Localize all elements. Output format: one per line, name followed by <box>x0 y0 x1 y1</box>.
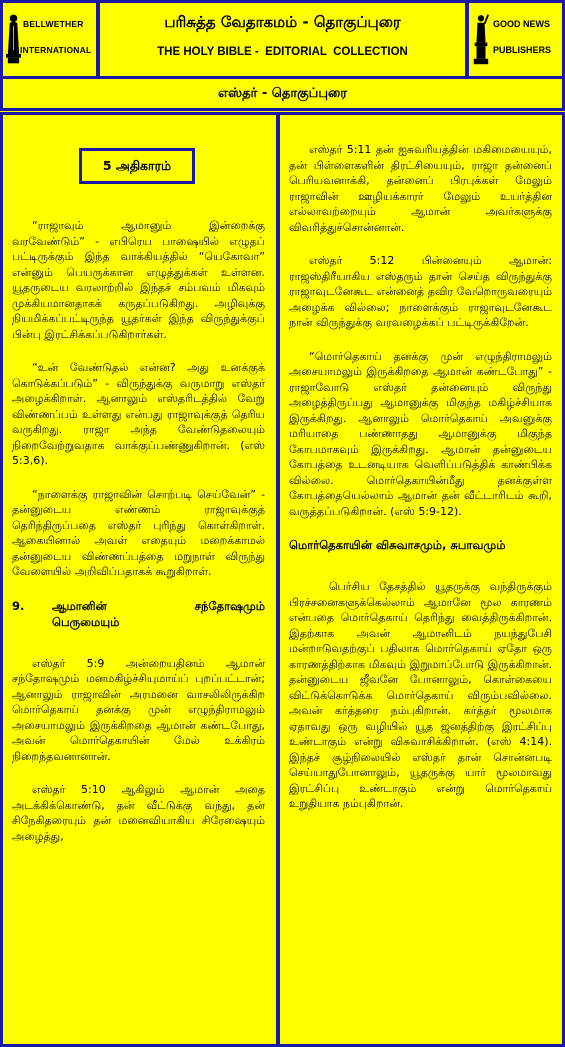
paragraph: “ராஜாவும் ஆமானும் இன்றைக்கு வரவேண்டும்” - எபிரெய பாஷையில் எழுதப் பட்டிருக்கும் இந்த வாக்கியத்தில் “யெகோவா” என்னும் பெயருக்கான எழுத்துக்கள் உள்ளன. யூதருடைய வரலாற்றில் இந்தச் சம்பவம் மிகவும் முக்கியமானதாகக் கருதப்படுகிறது. அழிவுக்கு நியமிக்கப்பட்டிருந்த யூதர்கள் இந்த விருந்துக்குப் பின்பு இரட்சிக்கப்படுகிறார்கள். <box>12 219 265 341</box>
paragraph: “நாளைக்கு ராஜாவின் சொற்படி செய்வேன்” - தன்னுடைய எண்ணம் ராஜாவுக்குத் தெரிந்திருப்பதை எஸ்தர் புரிந்து கொள்கிறாள். ஆகையினால் அவள் எதையும் மறைக்காமல் தன்னுடைய விண்ணப்பத்தை மறுநாள் விருந்து வேளையில் அறிவிப்பதாகக் கூறுகிறாள். <box>12 487 265 578</box>
section-heading-text <box>52 598 265 630</box>
title-english: THE HOLY BIBLE - EDITORIAL COLLECTION <box>157 46 408 58</box>
chapter-label: 5 அதிகாரம் <box>102 157 172 173</box>
good-news-figure-icon <box>472 9 490 73</box>
logo-right-line2: PUBLISHERS <box>493 45 552 55</box>
page-header <box>0 0 565 79</box>
banner-title: எஸ்தர் - தொகுப்புரை <box>217 85 348 101</box>
title-tamil: பரிசுத்த வேதாகமம் - தொகுப்புரை <box>164 13 401 31</box>
header-title-block <box>100 3 469 76</box>
verse-paragraph: எஸ்தர் 5:9 அன்றையதினம் ஆமான் சந்தோஷமும் மனமகிழ்ச்சியுமாய்ப் புறப்பட்டான்; ஆனாலும் ராஜாவின் அரமனை வாசலிலிருக்கிற மொர்தெகாய் தனக்கு முன் எழுந்திராமலும் அசையாமலும் இருக்கிறதை ஆமான் கண்டபோது, அவன் மொர்தெகாயின் மேல் உக்கிரம் நிறைந்தவனானான். <box>12 656 265 763</box>
section-number: 9. <box>12 598 25 613</box>
section-heading <box>12 598 265 630</box>
bellwether-logo <box>3 3 100 76</box>
verse-paragraph: எஸ்தர் 5:12 பின்னையும் ஆமான்: ராஜஸ்திரீயாகிய எஸ்தரும் தான் செய்த விருந்துக்கு ராஜாவுடனேகூட என்னைத் தவிர வேறொருவரையும் அழைக்க வில்லை; நாளைக்கும் ராஜாவுடனேகூட நான் விருந்துக்கு வரவழைக்கப் பட்டிருக்கிறேன். <box>289 254 552 329</box>
section-heading: மொர்தெகாயின் விசுவாசமும், சுபாவமும் <box>289 538 506 552</box>
verse-paragraph: எஸ்தர் 5:11 தன் ஐசுவரியத்தின் மகிமையையும், தன் பிள்ளைகளின் திரட்சியையும், ராஜா தன்னைப் பெரியவனாக்கி, தன்னைப் பிரபுக்கள் மேலும் ராஜாவின் ஊழியக்காரர் மேலும் உயர்த்தின எல்லாவற்றையும் ஆமான் அவர்களுக்கு விவரித்துச்சொன்னான். <box>289 143 552 234</box>
section-heading-line1: ஆமானின் சந்தோஷமும் <box>52 598 265 613</box>
paragraph: “மொர்தெகாய் தனக்கு முன் எழுந்திராமலும் அசையாமலும் இருக்கிறதை ஆமான் கண்டபோது” - ராஜாவோடு எஸ்தர் தன்னையும் விருந்து அழைத்திருப்பது ஆமானுக்கு மிகுந்த மகிழ்ச்சியாக இருக்கிறது. ஆனாலும் மொர்தெகாய் அவனுக்கு மரியாதை பண்ணாதது ஆமானுக்கு மிகுந்த கோபமாகவும் இருக்கிறது. ஆமான் தன்னுடைய கோபத்தை உடனடியாக வெளிப்படுத்திக் காண்பிக்க வில்லை. மொர்தெகாயின்மீது தனக்குள்ள கோபத்தையெல்லாம் ஆமான் தன் வீட்டாரிடம் கூறி, வருத்தப்படுகிறான். (எஸ் 5:9-12). <box>289 349 552 518</box>
chapter-box <box>79 148 195 184</box>
logo-left-line2: INTERNATIONAL <box>20 45 92 55</box>
paragraph: பெர்சிய தேசத்தில் யூதருக்கு வந்திருக்கும் பிரச்சனைகளுக்கெல்லாம் ஆமானே மூல காரணம் என்பதை மொர்தெகாய் தெரிந்து வைத்திருக்கிறான். இதற்காக அவன் ஆமானிடம் நயந்துபேசி மன்றாடுவதற்குப் பதிலாக மொர்தெகாய் ஏதோ ஒரு காரணத்திற்காக மிகவும் இறுமாப்போடு இருக்கிறான். தன்னுடைய ஜீவனே போனாலும், கொள்கையை விட்டுக்கொடுக்க மொர்தெகாய் விரும்பவில்லை. அவன் கர்த்தரை நம்புகிறான். கர்த்தர் மூலமாக ஏதாவது ஒரு வழியில் யூத ஜனத்திற்கு இரட்சிப்பு உண்டாகும் என்று விசுவாசிக்கிறான். (எஸ் 4:14). இந்தச் சூழ்நிலையில் எஸ்தர் தான் சொன்னபடி செய்யாதுபோனாலும், யூதருக்கு யார் மூலமாவது இரட்சிப்பு உண்டாகும் என்று மொர்தெகாய் உறுதியாக நம்புகிறான். <box>289 580 552 810</box>
section-banner <box>0 76 565 111</box>
paragraph: “உன் வேண்டுதல் என்ன? அது உனக்குக் கொடுக்கப்படும்” - விருந்துக்கு வருமாறு எஸ்தர் அழைக்கிறாள். ஆனாலும் எஸ்தரிடத்தில் வேறு விண்ணப்பம் உள்ளது என்பது ராஜாவுக்குத் தெரிய வருகிறது. ராஜா அந்த வேண்டுதலையும் நிறைவேற்றுவதாக வாக்குப்பண்ணுகிறான். (எஸ் 5:3,6). <box>12 361 265 467</box>
section-heading-line2: பெருமையும் <box>52 614 120 629</box>
logo-left-line1: BELLWETHER <box>23 19 84 29</box>
content-columns <box>0 112 565 1047</box>
left-column <box>3 115 280 1044</box>
logo-right-line1: GOOD NEWS <box>493 19 551 29</box>
bellwether-figure-icon <box>6 11 21 69</box>
good-news-logo <box>469 3 562 76</box>
right-column <box>280 115 562 1044</box>
verse-paragraph: எஸ்தர் 5:10 ஆகிலும் ஆமான் அதை அடக்கிக்கொண்டு, தன் வீட்டுக்கு வந்து, தன் சிநேகிதரையும் தன் மனைவியாகிய சிரேஷையும் அழைத்து, <box>12 783 265 843</box>
